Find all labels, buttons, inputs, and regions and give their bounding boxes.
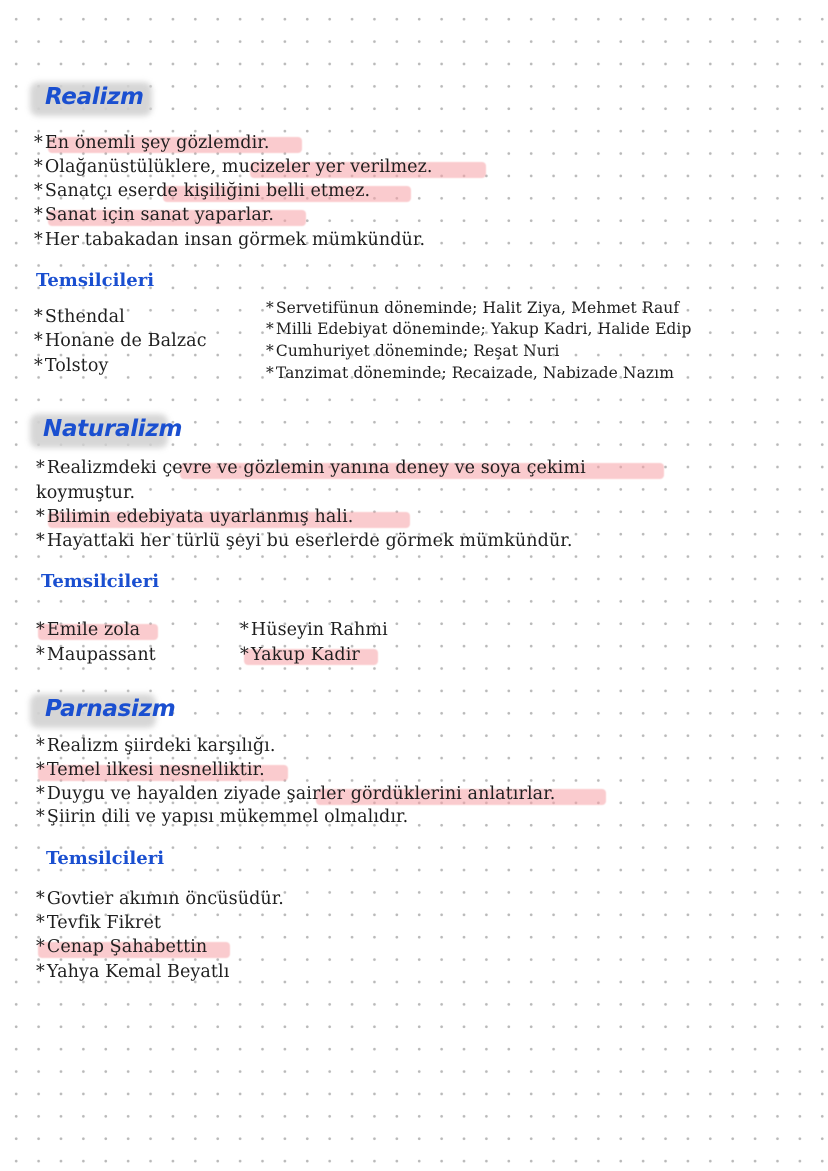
- naturalizm-title: Naturalizm: [43, 416, 183, 442]
- realizm-rep-period: * Tanzimat döneminde; Recaizade, Nabizade Nazım: [266, 364, 675, 382]
- realizm-rep: * Sthendal: [34, 307, 125, 327]
- naturalizm-rep: * Hüseyin Rahmi: [240, 620, 388, 640]
- realizm-item: * En önemli şey gözlemdir.: [34, 133, 270, 153]
- naturalizm-item: * Hayattaki her türlü şeyi bu eserlerde görmek mümkündür.: [36, 531, 573, 551]
- naturalizm-item: * Realizmdeki çevre ve gözlemin yanına deney ve soya çekimi: [36, 458, 586, 478]
- realizm-title: Realizm: [45, 84, 144, 110]
- parnasizm-title: Parnasizm: [45, 696, 176, 722]
- realizm-rep: * Tolstoy: [34, 356, 109, 376]
- naturalizm-item: * Bilimin edebiyata uyarlanmış hali.: [36, 507, 354, 527]
- naturalizm-rep: * Emile zola: [36, 620, 141, 640]
- realizm-item: * Olağanüstülüklere, mucizeler yer verilmez.: [34, 157, 433, 177]
- parnasizm-rep: * Tevfik Fikret: [36, 913, 162, 933]
- parnasizm-item: * Realizm şiirdeki karşılığı.: [36, 736, 276, 756]
- naturalizm-rep: * Yakup Kadir: [240, 645, 360, 665]
- parnasizm-rep: * Yahya Kemal Beyatlı: [36, 962, 230, 982]
- naturalizm-subtitle: Temsilcileri: [41, 571, 160, 592]
- parnasizm-rep: * Govtier akımın öncüsüdür.: [36, 889, 284, 909]
- realizm-rep-period: * Milli Edebiyat döneminde; Yakup Kadri, Halide Edip: [266, 320, 692, 338]
- naturalizm-item: koymuştur.: [36, 483, 136, 503]
- realizm-item: * Sanat için sanat yaparlar.: [34, 205, 275, 225]
- parnasizm-item: * Şiirin dili ve yapısı mükemmel olmalıdır.: [36, 807, 409, 827]
- realizm-rep-period: * Cumhuriyet döneminde; Reşat Nuri: [266, 342, 560, 360]
- realizm-rep: * Honane de Balzac: [34, 331, 207, 351]
- realizm-subtitle: Temsilcileri: [36, 270, 155, 291]
- realizm-item: * Sanatçı eserde kişiliğini belli etmez.: [34, 181, 371, 201]
- naturalizm-rep: * Maupassant: [36, 645, 156, 665]
- parnasizm-rep: * Cenap Şahabettin: [36, 937, 208, 957]
- parnasizm-item: * Duygu ve hayalden ziyade şairler gördüklerini anlatırlar.: [36, 784, 556, 804]
- parnasizm-item: * Temel ilkesi nesnelliktir.: [36, 760, 265, 780]
- realizm-item: * Her tabakadan insan görmek mümkündür.: [34, 230, 426, 250]
- realizm-rep-period: * Servetifünun döneminde; Halit Ziya, Mehmet Rauf: [266, 299, 680, 317]
- parnasizm-subtitle: Temsilcileri: [46, 848, 165, 869]
